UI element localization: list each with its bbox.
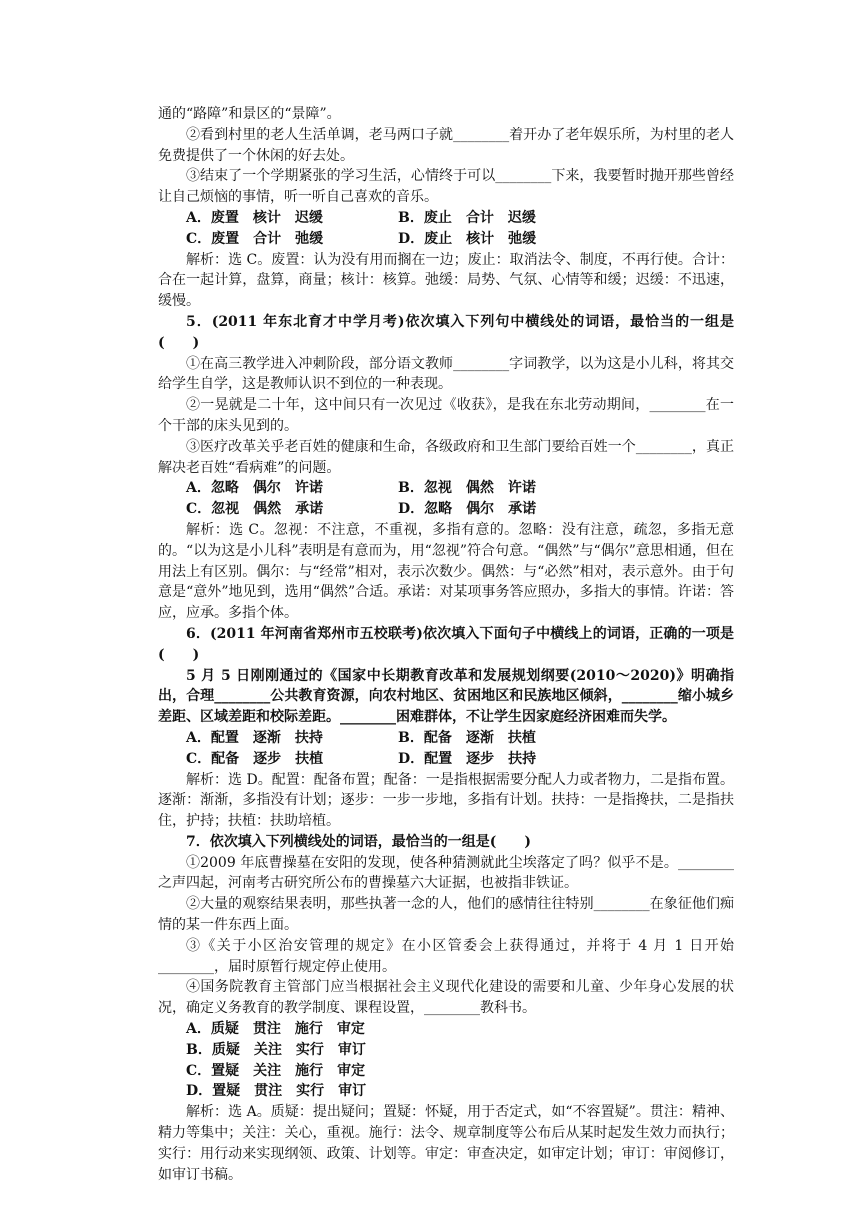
q4-analysis: 解析：选 C。废置：认为没有用而搁在一边；废止：取消法令、制度，不再行使。合计：合在一起计算，盘算，商量；核计：核算。弛缓：局势、气氛、心情等和缓；迟缓：不迅速，缓慢。 <box>158 251 734 310</box>
q7-option-b: B．质疑 关注 实行 审订 <box>186 1041 366 1058</box>
q4-continued-line: 通的“路障”和景区的“景障”。 <box>158 106 341 122</box>
q4-options <box>158 208 734 250</box>
q5-sentence-3: ③医疗改革关乎老百姓的健康和生命，各级政府和卫生部门要给百姓一个________，真正解决老百姓“看病难”的问题。 <box>158 438 734 476</box>
q5-option-b: B．忽视 偶然 许诺 <box>398 480 536 497</box>
q7-option-d: D．置疑 贯注 实行 审订 <box>186 1083 367 1100</box>
q7-option-c: C．置疑 关注 施行 审定 <box>186 1062 366 1079</box>
q7-option-a: A．质疑 贯注 施行 审定 <box>186 1021 365 1038</box>
q5-analysis: 解析：选 C。忽视：不注意，不重视，多指有意的。忽略：没有注意，疏忽，多指无意的。“以为这是小儿科”表明是有意而为，用“忽视”符合句意。“偶然”与“偶尔”意思相通，但在用法上有区别。偶尔：与“经常”相对，表示次数少。偶然：与“必然”相对，表示意外。由于句意是“意外”地见到，选用“偶然”合适。承诺：对某项事务答应照办，多指大的事情。许诺：答应，应承。多指个体。 <box>158 521 734 622</box>
q6-option-d: D．配置 逐步 扶持 <box>398 750 537 767</box>
q4-option-a: A．废置 核计 迟缓 <box>186 209 323 226</box>
q4-option-b: B．废止 合计 迟缓 <box>398 209 536 226</box>
q5-option-a: A．忽略 偶尔 许诺 <box>186 480 323 497</box>
q5-option-d: D．忽略 偶尔 承诺 <box>398 501 537 518</box>
q5-sentence-2: ②一晃就是二十年，这中间只有一次见过《收获》，是我在东北劳动期间，________在一个干部的床头见到的。 <box>158 397 734 434</box>
q6-body: 5 月 5 日刚刚通过的《国家中长期教育改革和发展规划纲要(2010～2020)》明确指出，合理________公共教育资源，向农村地区、贫困地区和民族地区倾斜，________缩小城乡差距、区域差距和校际差距。________困难群体，不让学生因家庭经济困难而失学。 <box>158 667 734 726</box>
document-page <box>158 104 734 1185</box>
q7-sentence-2: ②大量的观察结果表明，那些执著一念的人，他们的感情往往特别________在象征他们痴情的某一件东西上面。 <box>158 896 734 934</box>
q6-option-a: A．配置 逐渐 扶持 <box>186 729 323 746</box>
q5-option-c: C．忽视 偶然 承诺 <box>186 501 324 518</box>
q7-sentence-1: ①2009 年底曹操墓在安阳的发现，使各种猜测就此尘埃落定了吗？似乎不是。________之声四起，河南考古研究所公布的曹操墓六大证据，也被指非铁证。 <box>158 854 734 892</box>
q5-sentence-1: ①在高三教学进入冲刺阶段，部分语文教师________字词教学，以为这是小儿科，将其交给学生自学，这是教师认识不到位的一种表现。 <box>158 355 734 393</box>
q6-option-c: C．配备 逐步 扶植 <box>186 750 324 767</box>
q4-sentence-3: ③结束了一个学期紧张的学习生活，心情终于可以________下来，我要暂时抛开那些曾经让自己烦恼的事情，听一听自己喜欢的音乐。 <box>158 168 734 206</box>
q5-stem: 5．(2011 年东北育才中学月考)依次填入下列句中横线处的词语，最恰当的一组是( ) <box>158 313 734 351</box>
q7-stem: 7．依次填入下列横线处的词语，最恰当的一组是( ) <box>186 833 531 850</box>
q7-analysis: 解析：选 A。质疑：提出疑问；置疑：怀疑，用于否定式，如“不容置疑”。贯注：精神、精力等集中；关注：关心，重视。施行：法令、规章制度等公布后从某时起发生效力而执行；实行：用行动来实现纲领、政策、计划等。审定：审查决定，如审定计划；审订：审阅修订，如审订书稿。 <box>158 1104 734 1183</box>
q6-option-b: B．配备 逐渐 扶植 <box>398 729 536 746</box>
q4-option-c: C．废置 合计 弛缓 <box>186 230 324 247</box>
q7-sentence-4: ④国务院教育主管部门应当根据社会主义现代化建设的需要和儿童、少年身心发展的状况，确定义务教育的教学制度、课程设置，________教科书。 <box>158 979 734 1017</box>
q6-analysis: 解析：选 D。配置：配备布置；配备：一是指根据需要分配人力或者物力，二是指布置。逐渐：渐渐，多指没有计划；逐步：一步一步地，多指有计划。扶持：一是指搀扶，二是指扶住，护持；扶植：扶助培植。 <box>158 771 734 830</box>
q7-sentence-3: ③《关于小区治安管理的规定》在小区管委会上获得通过，并将于 4 月 1 日开始________，届时原暂行规定停止使用。 <box>158 937 734 975</box>
q6-options <box>158 728 734 770</box>
q4-option-d: D．废止 核计 弛缓 <box>398 230 537 247</box>
q5-options <box>158 478 734 520</box>
q4-sentence-2: ②看到村里的老人生活单调，老马两口子就________着开办了老年娱乐所，为村里的老人免费提供了一个休闲的好去处。 <box>158 126 734 164</box>
q6-stem: 6．(2011 年河南省郑州市五校联考)依次填入下面句子中横线上的词语，正确的一项是( ) <box>158 625 734 663</box>
